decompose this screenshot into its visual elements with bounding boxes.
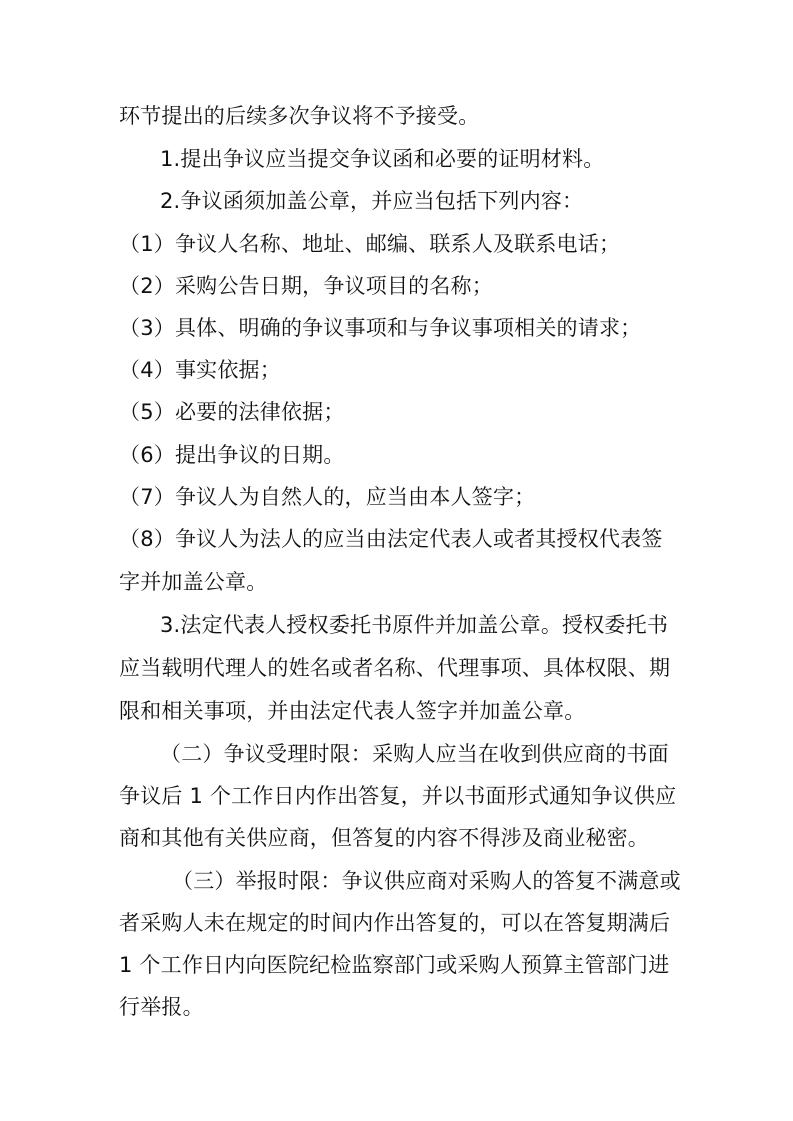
text-line-15: 限和相关事项，并由法定代表人签字并加盖公章。 bbox=[119, 699, 586, 723]
text-line-22: 行举报。 bbox=[119, 995, 204, 1019]
text-line-9: （6）提出争议的日期。 bbox=[119, 443, 345, 467]
text-line-20: 者采购人未在规定的时间内作出答复的，可以在答复期满后 bbox=[119, 911, 671, 935]
text-line-8: （5）必要的法律依据； bbox=[119, 400, 345, 424]
text-line-5: （2）采购公告日期，争议项目的名称； bbox=[119, 274, 493, 298]
text-line-3: 2.争议函须加盖公章，并应当包括下列内容： bbox=[160, 189, 584, 213]
text-line-6: （3）具体、明确的争议事项和与争议事项相关的请求； bbox=[119, 316, 642, 340]
text-line-2: 1.提出争议应当提交争议函和必要的证明材料。 bbox=[160, 147, 605, 171]
text-line-17: 争议后 1 个工作日内作出答复，并以书面形式通知争议供应 bbox=[119, 784, 677, 808]
text-line-4: （1）争议人名称、地址、邮编、联系人及联系电话； bbox=[119, 232, 621, 256]
text-line-12: 字并加盖公章。 bbox=[119, 570, 268, 594]
text-line-18: 商和其他有关供应商，但答复的内容不得涉及商业秘密。 bbox=[119, 826, 649, 850]
text-line-21: 1 个工作日内向医院纪检监察部门或采购人预算主管部门进 bbox=[119, 953, 670, 977]
text-line-10: （7）争议人为自然人的，应当由本人签字； bbox=[119, 485, 536, 509]
text-line-1: 环节提出的后续多次争议将不予接受。 bbox=[119, 104, 480, 128]
text-line-13: 3.法定代表人授权委托书原件并加盖公章。授权委托书 bbox=[160, 613, 669, 637]
text-line-11: （8）争议人为法人的应当由法定代表人或者其授权代表签 bbox=[119, 527, 663, 551]
text-line-14: 应当载明代理人的姓名或者名称、代理事项、具体权限、期 bbox=[119, 656, 671, 680]
text-line-7: （4）事实依据； bbox=[119, 358, 281, 382]
text-line-16: （二）争议受理时限：采购人应当在收到供应商的书面 bbox=[160, 742, 669, 766]
text-line-19: （三）举报时限：争议供应商对采购人的答复不满意或 bbox=[172, 869, 681, 893]
